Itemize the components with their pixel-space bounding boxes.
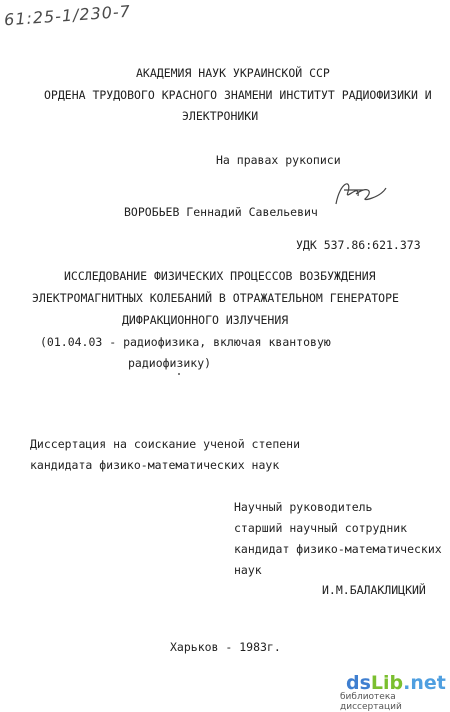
manuscript-rights-note: На правах рукописи: [216, 153, 341, 167]
dslib-watermark: [340, 672, 448, 712]
supervisor-degree: кандидат физико-математических: [234, 542, 442, 556]
header-institute: ОРДЕНА ТРУДОВОГО КРАСНОГО ЗНАМЕНИ ИНСТИТУТ РАДИОФИЗИКИ И: [44, 88, 432, 102]
author-name: ВОРОБЬЕВ Геннадий Савельевич: [124, 205, 318, 219]
udc-code: УДК 537.86:621.373: [296, 238, 421, 252]
place-and-year: Харьков - 1983г.: [170, 640, 281, 654]
supervisor-position: старший научный сотрудник: [234, 521, 408, 535]
header-institute-cont: ЭЛЕКТРОНИКИ: [182, 109, 259, 123]
degree-line-2: кандидата физико-математических наук: [30, 458, 280, 472]
signature-mark: [330, 176, 390, 210]
supervisor-label: Научный руководитель: [234, 500, 373, 514]
supervisor-degree-cont: наук: [234, 563, 262, 577]
dslib-caption: библиотека диссертаций: [340, 692, 402, 712]
thesis-title-line-2: ЭЛЕКТРОМАГНИТНЫХ КОЛЕБАНИЙ В ОТРАЖАТЕЛЬНОМ ГЕНЕРАТОРЕ: [32, 291, 399, 305]
specialty-line-1: (01.04.03 - радиофизика, включая квантовую: [40, 335, 331, 349]
specialty-line-2: радиофизику): [128, 356, 212, 370]
thesis-title-line-1: ИССЛЕДОВАНИЕ ФИЗИЧЕСКИХ ПРОЦЕССОВ ВОЗБУЖДЕНИЯ: [64, 269, 376, 283]
dslib-logo: dsLib.net: [346, 672, 446, 694]
thesis-title-line-3: ДИФРАКЦИОННОГО ИЗЛУЧЕНИЯ: [122, 313, 289, 327]
degree-line-1: Диссертация на соискание ученой степени: [30, 437, 301, 451]
ink-speck: [178, 373, 180, 375]
header-academy: АКАДЕМИЯ НАУК УКРАИНСКОЙ ССР: [136, 66, 330, 80]
handwritten-archive-code: 61:25-1/230-7: [3, 1, 132, 30]
supervisor-name: И.М.БАЛАКЛИЦКИЙ: [322, 583, 426, 597]
